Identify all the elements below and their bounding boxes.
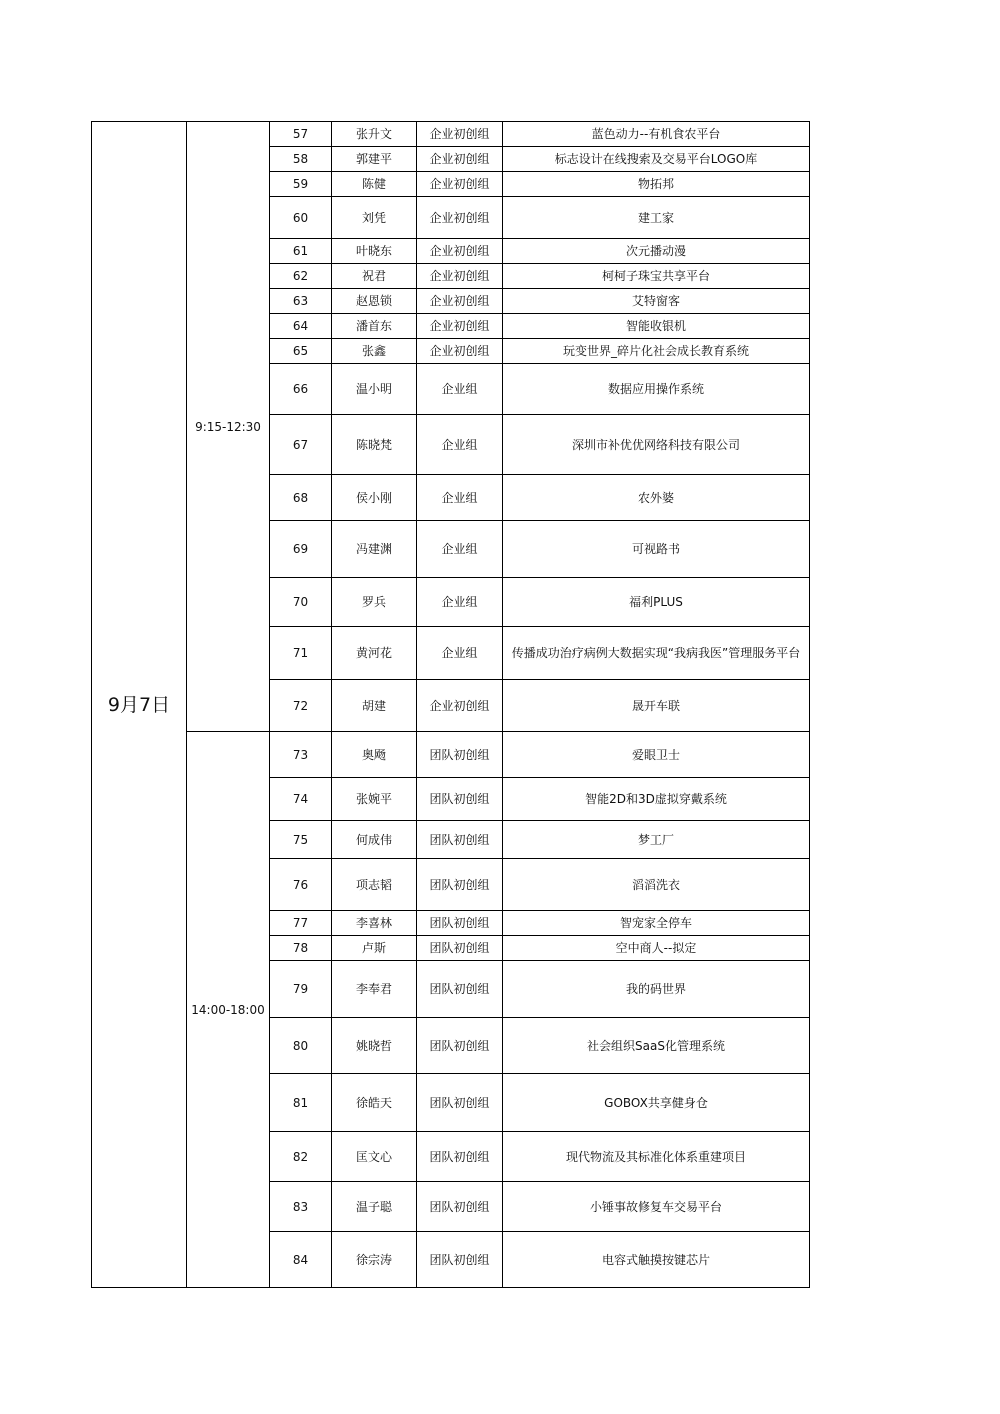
group-cell: 团队初创组 xyxy=(417,1232,503,1288)
project-cell: 传播成功治疗病例大数据实现“我病我医”管理服务平台 xyxy=(503,627,810,680)
group-cell: 团队初创组 xyxy=(417,1132,503,1182)
group-cell: 企业初创组 xyxy=(417,339,503,364)
number-cell: 81 xyxy=(270,1074,332,1132)
name-cell: 郭建平 xyxy=(332,147,417,172)
group-cell: 企业组 xyxy=(417,521,503,578)
date-cell: 9月7日 xyxy=(92,122,187,1288)
project-cell: 社会组织SaaS化管理系统 xyxy=(503,1018,810,1074)
name-cell: 奥飏 xyxy=(332,732,417,778)
name-cell: 祝君 xyxy=(332,264,417,289)
project-cell: 玩变世界_碎片化社会成长教育系统 xyxy=(503,339,810,364)
number-cell: 80 xyxy=(270,1018,332,1074)
project-cell: 现代物流及其标准化体系重建项目 xyxy=(503,1132,810,1182)
group-cell: 团队初创组 xyxy=(417,859,503,911)
group-cell: 团队初创组 xyxy=(417,1182,503,1232)
project-cell: 数据应用操作系统 xyxy=(503,364,810,415)
number-cell: 68 xyxy=(270,475,332,521)
group-cell: 企业初创组 xyxy=(417,172,503,197)
project-cell: 晟开车联 xyxy=(503,680,810,732)
name-cell: 项志韬 xyxy=(332,859,417,911)
group-cell: 企业初创组 xyxy=(417,197,503,239)
group-cell: 企业初创组 xyxy=(417,239,503,264)
project-cell: 小锤事故修复车交易平台 xyxy=(503,1182,810,1232)
number-cell: 63 xyxy=(270,289,332,314)
name-cell: 冯建渊 xyxy=(332,521,417,578)
group-cell: 团队初创组 xyxy=(417,1018,503,1074)
number-cell: 59 xyxy=(270,172,332,197)
name-cell: 陈晓梵 xyxy=(332,415,417,475)
project-cell: 蓝色动力--有机食农平台 xyxy=(503,122,810,147)
number-cell: 71 xyxy=(270,627,332,680)
group-cell: 团队初创组 xyxy=(417,936,503,961)
group-cell: 企业初创组 xyxy=(417,147,503,172)
number-cell: 61 xyxy=(270,239,332,264)
name-cell: 张鑫 xyxy=(332,339,417,364)
name-cell: 李喜林 xyxy=(332,911,417,936)
project-cell: 智宠家全停车 xyxy=(503,911,810,936)
group-cell: 企业组 xyxy=(417,627,503,680)
number-cell: 73 xyxy=(270,732,332,778)
project-cell: 柯柯子珠宝共享平台 xyxy=(503,264,810,289)
project-cell: 艾特窗客 xyxy=(503,289,810,314)
name-cell: 卢斯 xyxy=(332,936,417,961)
name-cell: 叶晓东 xyxy=(332,239,417,264)
number-cell: 78 xyxy=(270,936,332,961)
group-cell: 团队初创组 xyxy=(417,732,503,778)
number-cell: 64 xyxy=(270,314,332,339)
name-cell: 张升文 xyxy=(332,122,417,147)
group-cell: 企业初创组 xyxy=(417,314,503,339)
project-cell: 物拓邦 xyxy=(503,172,810,197)
schedule-body xyxy=(92,122,810,1288)
number-cell: 83 xyxy=(270,1182,332,1232)
group-cell: 企业组 xyxy=(417,364,503,415)
name-cell: 刘凭 xyxy=(332,197,417,239)
group-cell: 团队初创组 xyxy=(417,778,503,821)
name-cell: 潘首东 xyxy=(332,314,417,339)
name-cell: 侯小刚 xyxy=(332,475,417,521)
number-cell: 62 xyxy=(270,264,332,289)
group-cell: 企业组 xyxy=(417,475,503,521)
project-cell: 福利PLUS xyxy=(503,578,810,627)
number-cell: 66 xyxy=(270,364,332,415)
project-cell: 智能收银机 xyxy=(503,314,810,339)
project-cell: 梦工厂 xyxy=(503,821,810,859)
group-cell: 企业初创组 xyxy=(417,289,503,314)
name-cell: 罗兵 xyxy=(332,578,417,627)
name-cell: 陈健 xyxy=(332,172,417,197)
group-cell: 企业初创组 xyxy=(417,264,503,289)
number-cell: 60 xyxy=(270,197,332,239)
name-cell: 何成伟 xyxy=(332,821,417,859)
group-cell: 企业组 xyxy=(417,415,503,475)
project-cell: 深圳市补优优网络科技有限公司 xyxy=(503,415,810,475)
project-cell: 空中商人--拟定 xyxy=(503,936,810,961)
project-cell: 智能2D和3D虚拟穿戴系统 xyxy=(503,778,810,821)
name-cell: 赵恩锁 xyxy=(332,289,417,314)
number-cell: 82 xyxy=(270,1132,332,1182)
name-cell: 匡文心 xyxy=(332,1132,417,1182)
project-cell: 建工家 xyxy=(503,197,810,239)
name-cell: 徐宗涛 xyxy=(332,1232,417,1288)
number-cell: 69 xyxy=(270,521,332,578)
session-time-cell: 9:15-12:30 xyxy=(187,122,270,732)
number-cell: 79 xyxy=(270,961,332,1018)
number-cell: 77 xyxy=(270,911,332,936)
name-cell: 胡建 xyxy=(332,680,417,732)
project-cell: 我的码世界 xyxy=(503,961,810,1018)
name-cell: 姚晓哲 xyxy=(332,1018,417,1074)
project-cell: 农外婆 xyxy=(503,475,810,521)
table-row xyxy=(92,122,810,147)
name-cell: 李奉君 xyxy=(332,961,417,1018)
group-cell: 团队初创组 xyxy=(417,821,503,859)
name-cell: 温小明 xyxy=(332,364,417,415)
number-cell: 67 xyxy=(270,415,332,475)
project-cell: 次元播动漫 xyxy=(503,239,810,264)
group-cell: 团队初创组 xyxy=(417,911,503,936)
number-cell: 57 xyxy=(270,122,332,147)
number-cell: 58 xyxy=(270,147,332,172)
number-cell: 74 xyxy=(270,778,332,821)
project-cell: 标志设计在线搜索及交易平台LOGO库 xyxy=(503,147,810,172)
group-cell: 团队初创组 xyxy=(417,1074,503,1132)
name-cell: 徐皓天 xyxy=(332,1074,417,1132)
project-cell: 可视路书 xyxy=(503,521,810,578)
group-cell: 企业初创组 xyxy=(417,680,503,732)
group-cell: 企业组 xyxy=(417,578,503,627)
number-cell: 75 xyxy=(270,821,332,859)
name-cell: 张婉平 xyxy=(332,778,417,821)
number-cell: 65 xyxy=(270,339,332,364)
name-cell: 温子聪 xyxy=(332,1182,417,1232)
schedule-table xyxy=(91,121,810,1288)
number-cell: 70 xyxy=(270,578,332,627)
number-cell: 76 xyxy=(270,859,332,911)
name-cell: 黄河花 xyxy=(332,627,417,680)
number-cell: 72 xyxy=(270,680,332,732)
group-cell: 团队初创组 xyxy=(417,961,503,1018)
group-cell: 企业初创组 xyxy=(417,122,503,147)
number-cell: 84 xyxy=(270,1232,332,1288)
project-cell: GOBOX共享健身仓 xyxy=(503,1074,810,1132)
session-time-cell: 14:00-18:00 xyxy=(187,732,270,1288)
table-row xyxy=(92,732,810,778)
project-cell: 电容式触摸按键芯片 xyxy=(503,1232,810,1288)
project-cell: 滔滔洗衣 xyxy=(503,859,810,911)
project-cell: 爱眼卫士 xyxy=(503,732,810,778)
